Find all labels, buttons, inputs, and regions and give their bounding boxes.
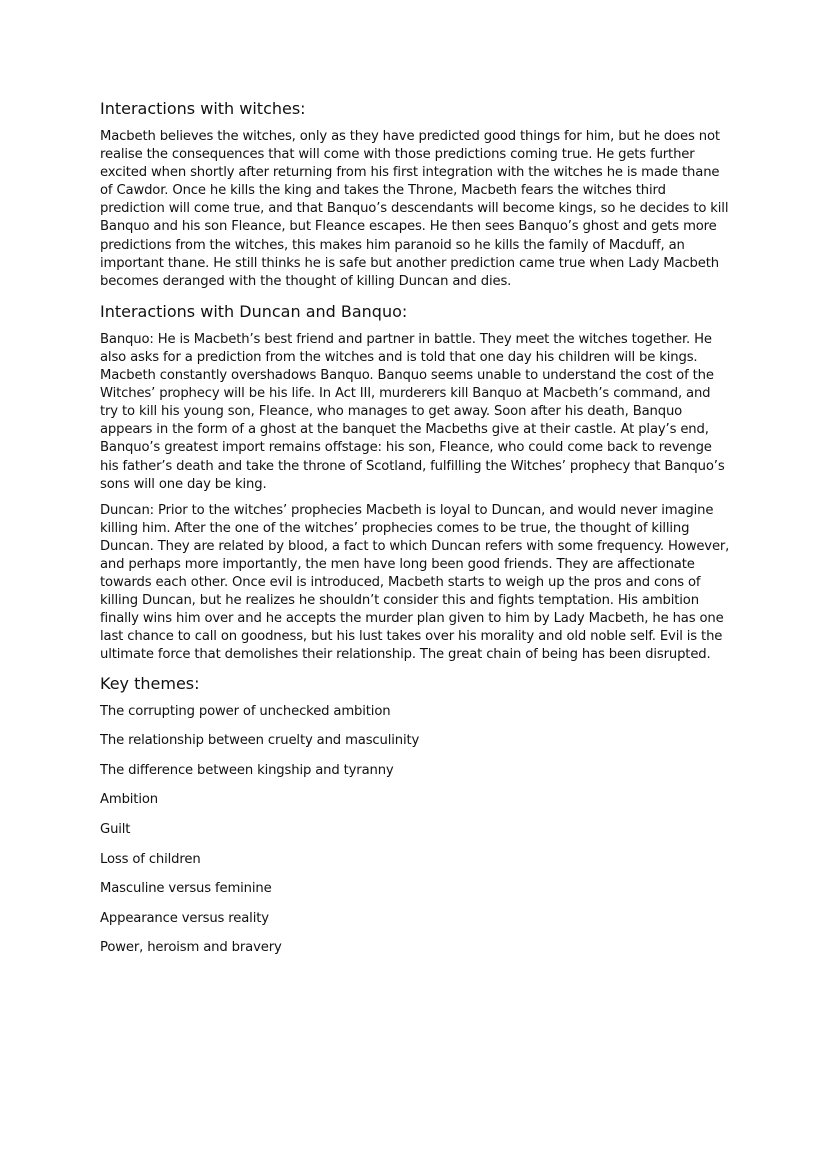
document-page bbox=[100, 98, 732, 969]
theme-item: Masculine versus feminine bbox=[100, 881, 272, 897]
theme-item: Ambition bbox=[100, 792, 158, 808]
theme-item: Guilt bbox=[100, 821, 131, 837]
paragraph-banquo: Banquo: He is Macbeth’s best friend and partner in battle. They meet the witches together. He also asks for a prediction from the witches and is told that one day his children will be kings. Macbeth constantly overshadows Banquo. Banquo seems unable to understand the cost of the Witches’ prophecy will be his life. In Act III, murderers kill Banquo at Macbeth’s command, and try to kill his young son, Fleance, who manages to get away. Soon after his death, Banquo appears in the form of a ghost at the banquet the Macbeths give at their castle. At play’s end, Banquo’s greatest import remains offstage: his son, Fleance, who could come back to revenge his father’s death and take the throne of Scotland, fulfilling the Witches’ prophecy that Banquo’s sons will one day be king. bbox=[100, 331, 725, 492]
heading-key-themes: Key themes: bbox=[100, 673, 200, 693]
theme-item: The relationship between cruelty and masculinity bbox=[100, 733, 420, 749]
heading-interactions-duncan-banquo: Interactions with Duncan and Banquo: bbox=[100, 301, 408, 321]
theme-item: Power, heroism and bravery bbox=[100, 940, 282, 956]
theme-item: The corrupting power of unchecked ambition bbox=[100, 703, 391, 719]
heading-interactions-witches: Interactions with witches: bbox=[100, 99, 306, 118]
theme-item: Loss of children bbox=[100, 851, 201, 867]
key-themes-list bbox=[100, 703, 732, 969]
theme-item: The difference between kingship and tyranny bbox=[100, 762, 394, 778]
paragraph-witches: Macbeth believes the witches, only as they have predicted good things for him, but he does not realise the consequences that will come with those predictions coming true. He gets further excited when shortly after returning from his first integration with the witches he is made thane of Cawdor. Once he kills the king and takes the Throne, Macbeth fears the witches third prediction will come true, and that Banquo’s descendants will become kings, so he decides to kill Banquo and his son Fleance, but Fleance escapes. He then sees Banquo’s ghost and gets more predictions from the witches, this makes him paranoid so he kills the family of Macduff, an important thane. He still thinks he is safe but another prediction came true when Lady Macbeth becomes deranged with the thought of killing Duncan and dies. bbox=[100, 129, 729, 289]
paragraph-duncan: Duncan: Prior to the witches’ prophecies Macbeth is loyal to Duncan, and would never imagine killing him. After the one of the witches’ prophecies comes to be true, the thought of killing Duncan. They are related by blood, a fact to which Duncan refers with some frequency. However, and perhaps more importantly, the men have long been good friends. They are affectionate towards each other. Once evil is introduced, Macbeth starts to weigh up the pros and cons of killing Duncan, but he realizes he shouldn’t consider this and fights temptation. His ambition finally wins him over and he accepts the murder plan given to him by Lady Macbeth, he has one last chance to call on goodness, but his lust takes over his morality and old noble self. Evil is the ultimate force that demolishes their relationship. The great chain of being has been disrupted. bbox=[100, 502, 730, 663]
theme-item: Appearance versus reality bbox=[100, 910, 269, 926]
